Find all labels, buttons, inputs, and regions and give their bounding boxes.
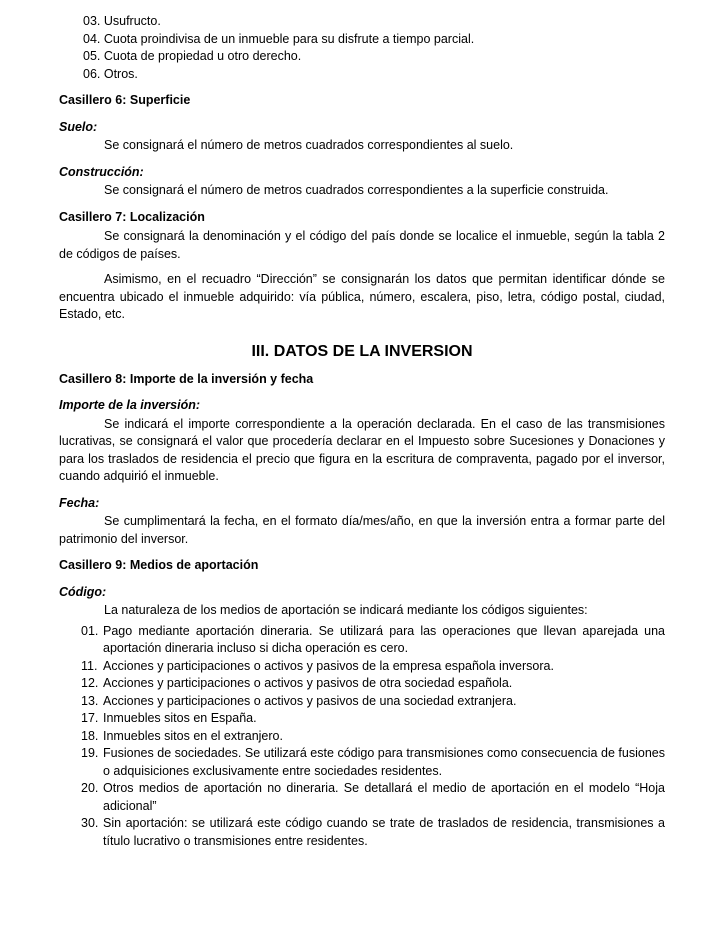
code-text: Otros medios de aportación no dineraria. Se detallará el medio de aportación en el modelo “Hoja adicional” (103, 781, 665, 813)
casillero-9-heading: Casillero 9: Medios de aportación (59, 558, 259, 572)
construccion-text: Se consignará el número de metros cuadrados correspondientes a la superficie construida. (104, 183, 609, 197)
code-item (81, 623, 665, 658)
code-item (81, 693, 665, 711)
code-item (81, 745, 665, 780)
suelo-label: Suelo: (59, 119, 98, 134)
code-text: Inmuebles sitos en España. (103, 711, 257, 725)
code-text: Inmuebles sitos en el extranjero. (103, 728, 283, 743)
casillero-7-heading: Casillero 7: Localización (59, 209, 205, 224)
code-item (81, 728, 665, 746)
localizacion-paragraph-2: Asimismo, en el recuadro “Dirección” se consignarán los datos que permitan identificar dónde se encuentra ubicado el inmueble adquirido: vía pública, número, escalera, piso, letra, código postal, ciudad, Estado, etc. (59, 272, 665, 321)
list-item: 03. Usufructo. (83, 14, 161, 28)
code-item (81, 780, 665, 815)
code-text: Sin aportación: se utilizará este código cuando se trate de traslados de residencia, transmisiones a título lucrativo o transmisiones entre residentes. (103, 816, 665, 848)
suelo-text: Se consignará el número de metros cuadrados correspondientes al suelo. (104, 138, 514, 152)
code-number: 30. (81, 816, 99, 830)
list-item: 04. Cuota proindivisa de un inmueble para su disfrute a tiempo parcial. (83, 31, 475, 46)
medios-aportacion-codes (59, 623, 665, 851)
section-3-title: III. DATOS DE LA INVERSION (251, 342, 473, 360)
code-number: 13. (81, 693, 99, 708)
localizacion-paragraph-1: Se consignará la denominación y el código del país donde se localice el inmueble, según la tabla 2 de códigos de países. (59, 229, 665, 261)
property-type-list (59, 13, 665, 83)
construccion-label: Construcción: (59, 164, 144, 179)
code-text: Pago mediante aportación dineraria. Se utilizará para las operaciones que llevan aparejada una aportación dineraria incluso si dicha operación es cero. (103, 623, 665, 655)
code-item (81, 815, 665, 850)
codigo-label: Código: (59, 584, 107, 599)
code-text: Acciones y participaciones o activos y pasivos de la empresa española inversora. (103, 658, 554, 673)
code-number: 18. (81, 728, 99, 743)
code-number: 12. (81, 676, 99, 690)
code-text: Fusiones de sociedades. Se utilizará este código para transmisiones como consecuencia de fusiones o adquisiciones exclusivamente entre sociedades residentes. (103, 746, 665, 778)
code-number: 19. (81, 746, 99, 760)
code-item (81, 658, 665, 676)
code-number: 11. (81, 658, 98, 673)
code-text: Acciones y participaciones o activos y pasivos de una sociedad extranjera. (103, 693, 517, 708)
importe-text: Se indicará el importe correspondiente a la operación declarada. En el caso de las transmisiones lucrativas, se consignará el valor que procedería declarar en el Impuesto sobre Sucesiones y Donaciones y para los traslados de residencia el precio que figura en la escritura de compraventa, pagado por el inversor, cuando adquirió el inmueble. (59, 416, 665, 483)
casillero-6-heading: Casillero 6: Superficie (59, 93, 191, 107)
importe-label: Importe de la inversión: (59, 398, 201, 412)
code-number: 17. (81, 711, 99, 725)
fecha-label: Fecha: (59, 495, 100, 510)
code-number: 20. (81, 781, 99, 795)
code-number: 01. (81, 623, 99, 638)
codigo-intro: La naturaleza de los medios de aportación se indicará mediante los códigos siguientes: (104, 603, 588, 617)
code-text: Acciones y participaciones o activos y pasivos de otra sociedad española. (103, 676, 513, 690)
code-item (81, 675, 665, 693)
list-item: 06. Otros. (83, 66, 138, 81)
list-item: 05. Cuota de propiedad u otro derecho. (83, 49, 302, 63)
code-item (81, 710, 665, 728)
fecha-text: Se cumplimentará la fecha, en el formato día/mes/año, en que la inversión entra a formar parte del patrimonio del inversor. (59, 514, 665, 546)
casillero-8-heading: Casillero 8: Importe de la inversión y fecha (59, 371, 314, 386)
